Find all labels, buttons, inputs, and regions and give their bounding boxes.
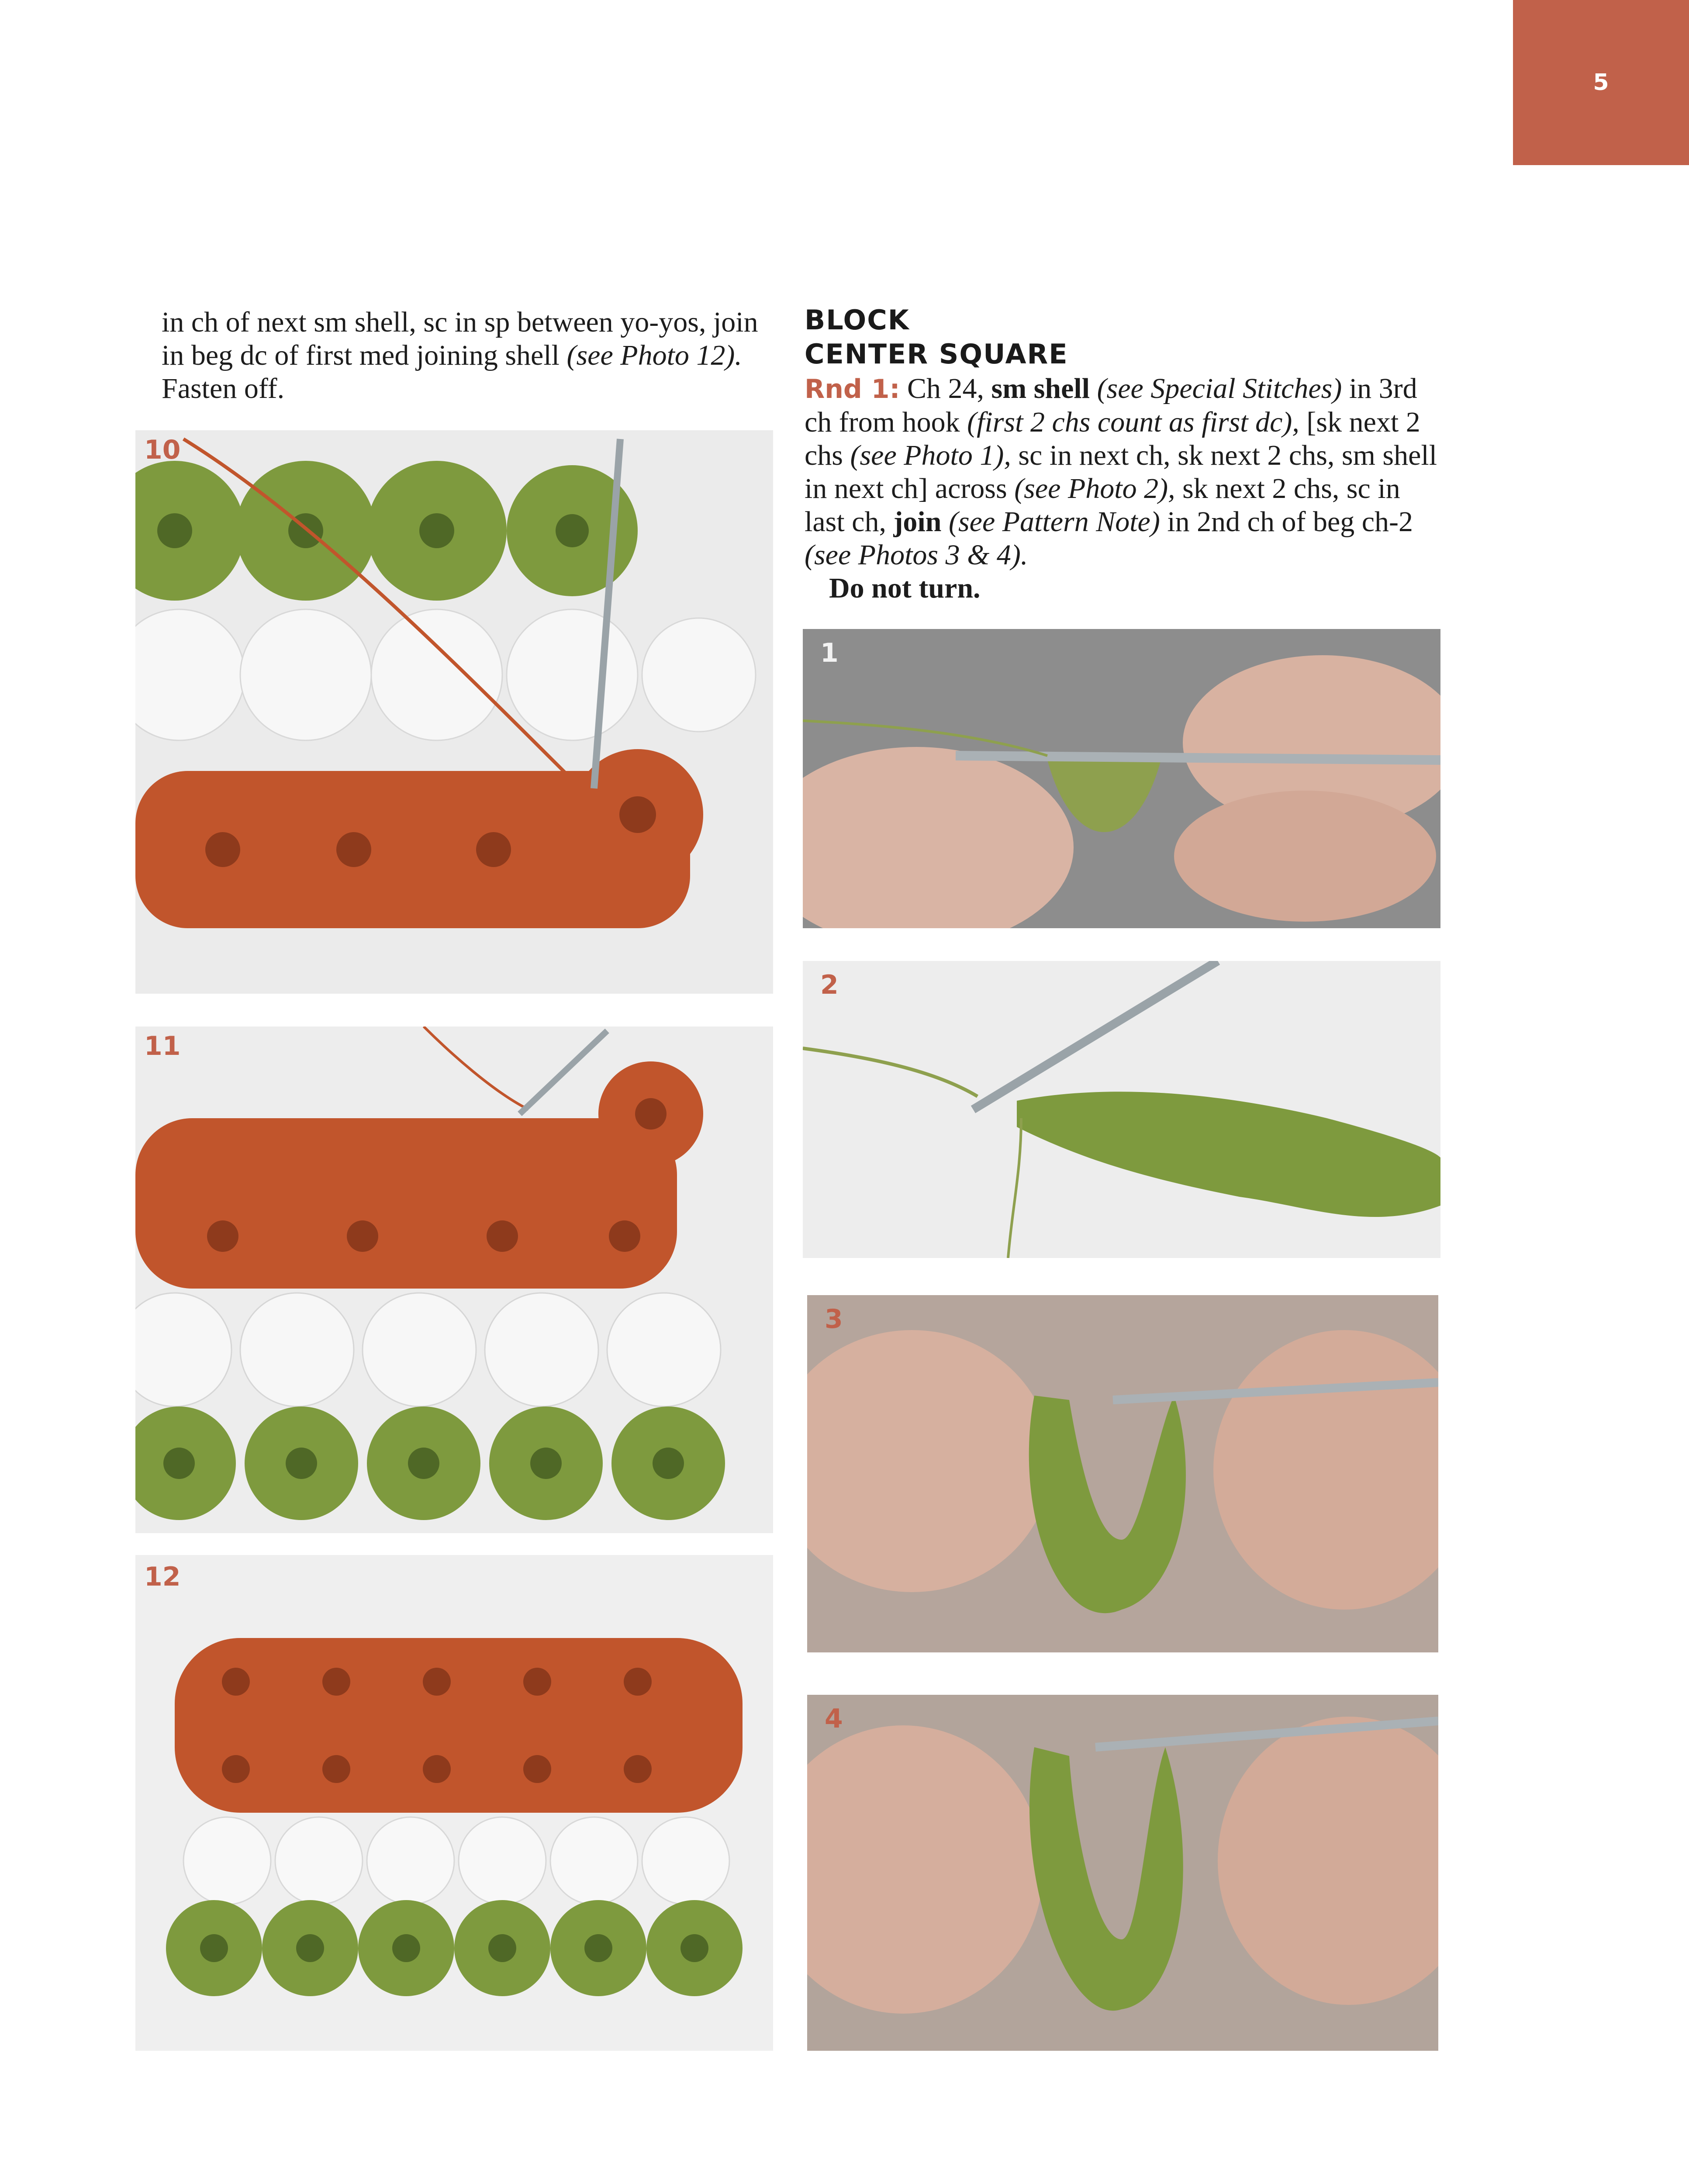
round1-t1: Ch 24, (900, 373, 991, 404)
photo-11-illustration (135, 1026, 773, 1533)
round1-t3: [sk next 2 chs (805, 406, 1420, 471)
intro-text-1: in ch of next sm shell, sc in sp between yo-yos, join in beg dc of first med joining shell (162, 306, 758, 371)
section-title: BLOCK (805, 304, 910, 336)
section-heading (805, 303, 1068, 371)
photo-12-illustration (135, 1555, 773, 2051)
photo-12 (135, 1555, 773, 2051)
photo-3 (807, 1295, 1438, 1652)
page-number: 5 (1593, 69, 1609, 96)
round1-i5: (see Pattern Note) (941, 506, 1160, 538)
round1-i2: (first 2 chs count as first dc), (967, 406, 1299, 438)
photo-4-illustration (807, 1695, 1438, 2051)
round1-t5: sk next 2 chs, sc in last ch, (805, 473, 1400, 538)
photo-12-number: 12 (144, 1562, 181, 1592)
photo-10 (135, 430, 773, 994)
page-number-tab (1513, 0, 1689, 165)
photo-4-number: 4 (825, 1704, 843, 1734)
photo-11 (135, 1026, 773, 1533)
round1-i6: (see Photos 3 & 4). (805, 539, 1028, 571)
round1-label: Rnd 1: (805, 374, 900, 404)
photo-10-number: 10 (144, 435, 181, 465)
round1-b2: join (893, 506, 942, 538)
round1-t4: sc in next ch, sk next 2 chs, sm shell in next ch] across (805, 439, 1437, 505)
intro-photo-ref: (see Photo 12). (566, 339, 742, 371)
round1-i3: (see Photo 1), (850, 439, 1011, 471)
photo-3-number: 3 (825, 1304, 843, 1334)
intro-paragraph (162, 306, 769, 405)
photo-11-number: 11 (144, 1031, 181, 1061)
photo-1-illustration (803, 629, 1440, 928)
photo-2-illustration (803, 961, 1440, 1258)
photo-2-number: 2 (820, 970, 839, 1000)
round1-t6: in 2nd ch of beg ch-2 (1160, 506, 1413, 538)
round1-i1: (see Special Stitches) (1090, 373, 1342, 404)
round1-t2: in 3rd ch from hook (805, 373, 1417, 438)
round1-i4: (see Photo 2), (1014, 473, 1175, 505)
round1-b3: Do not turn. (829, 572, 981, 604)
photo-10-illustration (135, 430, 773, 994)
round1-instructions (805, 372, 1442, 605)
photo-3-illustration (807, 1295, 1438, 1652)
photo-1 (803, 629, 1440, 928)
round1-b1: sm shell (991, 373, 1090, 404)
photo-1-number: 1 (820, 638, 839, 668)
photo-4 (807, 1695, 1438, 2051)
section-subtitle: CENTER SQUARE (805, 338, 1068, 370)
photo-2 (803, 961, 1440, 1258)
intro-text-2: Fasten off. (162, 373, 285, 404)
